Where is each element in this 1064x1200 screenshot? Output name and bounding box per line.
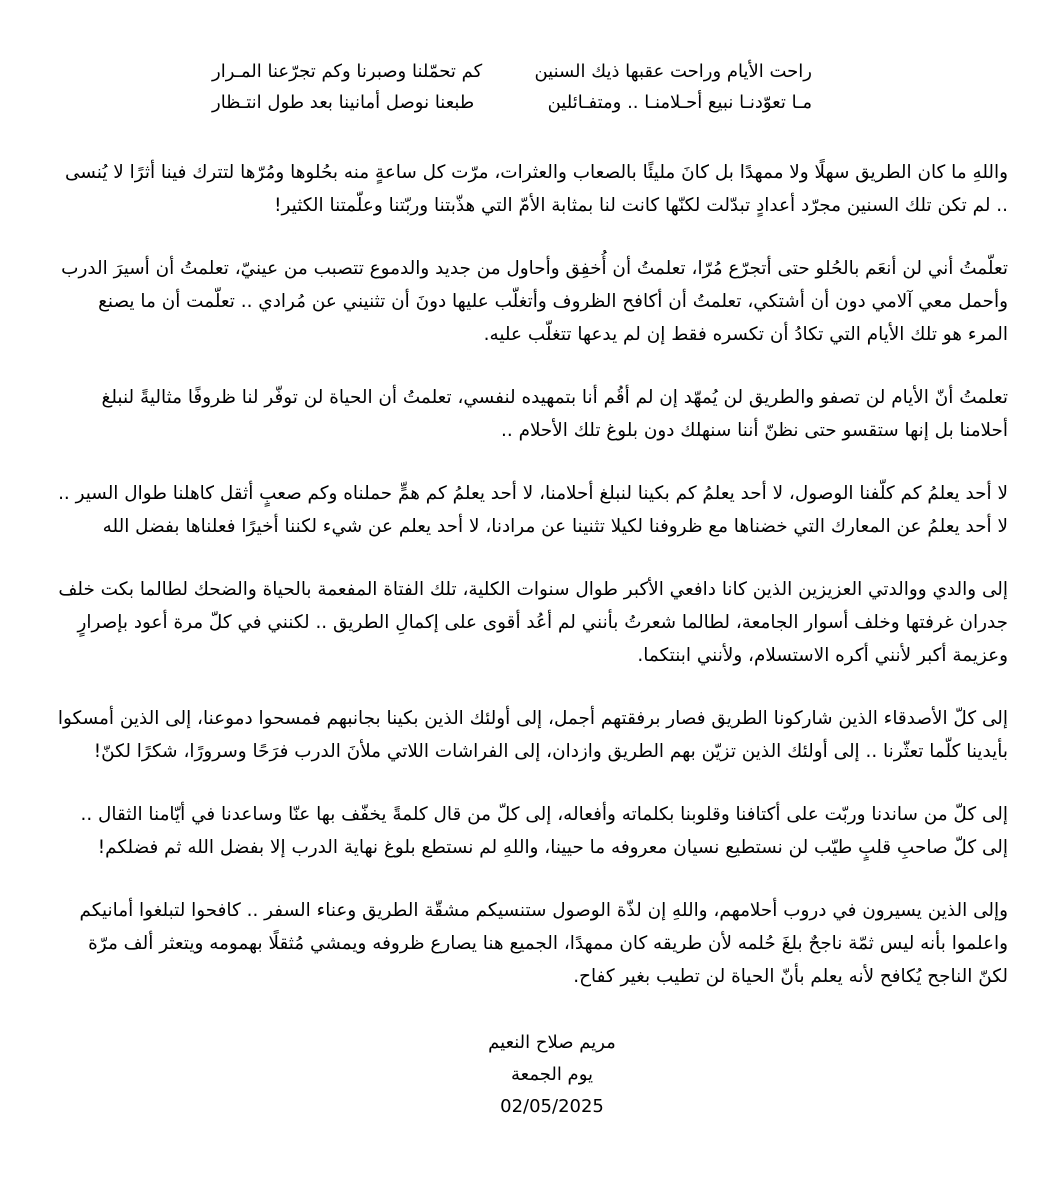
paragraph-friends: إلى كلّ الأصدقاء الذين شاركونا الطريق فصار برفقتهم أجمل، إلى أولئك الذين بكينا بجانبهم فمسحوا دموعنا، إلى الذين أمسكوا بأيدينا كلّما تعثّرنا .. إلى أولئك الذين تزيّن بهم الطريق وازدان، إلى الفراشات اللاتي ملأنَ الدرب فرَحًا وسرورًا، شكرًا لكنّ! (57, 708, 1008, 762)
paragraph-dreamers: وإلى الذين يسيرون في دروب أحلامهم، واللهِ إن لذّة الوصول ستنسيكم مشقّة الطريق وعناء السفر .. كافحوا لتبلغوا أمانيكم واعلموا بأنه ليس ثمّة ناجحٌ بلغَ حُلمه لأن طريقه كان ممهدًا، الجميع هنا يصارع ظروفه ويمشي مُثقلًا بهمومه ويتعثر ألف مرّة لكنّ الناجح يُكافح لأنه يعلم بأنّ الحياة لن تطيب بغير كفاح. (79, 900, 1008, 987)
paragraph-no-one-knows: لا أحد يعلمُ كم كلّفنا الوصول، لا أحد يعلمُ كم بكينا لنبلغ أحلامنا، لا أحد يعلمُ كم همٍّ حملناه وكم صعبٍ أثقل كاهلنا طوال السير .. لا أحد يعلمُ عن المعارك التي خضناها مع ظروفنا لكيلا تثنينا عن مرادنا، لا أحد يعلم عن شيء لكننا أخيرًا فعلناها بفضل الله (58, 483, 1008, 537)
poem-first-hemistich: مـا تعوّدنـا نبيع أحـلامنـا .. ومتفـائلين (547, 92, 812, 113)
paragraph-lessons: تعلّمتُ أني لن أنعَم بالحُلو حتى أتجرّع مُرّا، تعلمتُ أن أُخفِق وأحاول من جديد والدموع تتصبب من عينيّ، تعلمتُ أن أسيرَ الدرب وأحمل معي آلامي دون أن أشتكي، تعلمتُ أن أكافح الظروف وأتغلّب عليها دونَ أن تثنيني عن مُرادي .. تعلّمت أن ما يصنع المرء هو تلك الأيام التي تكادُ أن تكسره فقط إن لم يدعها تتغلّب عليه. (61, 258, 1008, 345)
author-name: مريم صلاح النعيم (488, 1032, 616, 1053)
poem-second-hemistich: كم تحمّلنا وصبرنا وكم تجرّعنا المـرار (212, 61, 483, 82)
poem-line (212, 87, 812, 118)
poem-block (212, 56, 852, 118)
poem-first-hemistich: راحت الأيام وراحت عقبها ذيك السنين (534, 61, 812, 82)
paragraph-parents: إلى والدي ووالدتي العزيزين الذين كانا دافعي الأكبر طوال سنوات الكلية، تلك الفتاة المفعمة بالحياة والضحك لطالما بكت خلف جدران غرفتها وخلف أسوار الجامعة، لطالما شعرتُ بأنني لم أعُد أقوى على إكمالِ الطريق .. لكنني في كلّ مرة أعود بإصرارٍ وعزيمة أكبر لأنني أكره الاستسلام، ولأنني ابنتكما. (58, 579, 1008, 666)
paragraph-days: تعلمتُ أنّ الأيام لن تصفو والطريق لن يُمهّد إن لم أقُم أنا بتمهيده لنفسي، تعلمتُ أن الحياة لن توفّر لنا ظروفًا مثاليةً لنبلغ أحلامنا بل إنها ستقسو حتى نظنّ أننا سنهلك دون بلوغ تلك الأحلام .. (101, 387, 1008, 441)
paragraph-supporters: إلى كلّ من ساندنا وربّت على أكتافنا وقلوبنا بكلماته وأفعاله، إلى كلّ من قال كلمةً يخفّف بها عنّا وساعدنا في أيّامنا الثقال .. إلى كلّ صاحبِ قلبٍ طيّب لن نستطيع نسيان معروفه ما حيينا، واللهِ لم نستطع بلوغ نهاية الدرب إلا بفضل الله ثم فضلكم! (80, 804, 1008, 858)
poem-line (212, 56, 812, 87)
poem-second-hemistich: طبعنا نوصل أمانينا بعد طول انتـظار (212, 92, 475, 113)
paragraph-road: واللهِ ما كان الطريق سهلًا ولا ممهدًا بل كانَ مليئًا بالصعاب والعثرات، مرّت كل ساعةٍ منه بحُلوها ومُرّها لتترك فينا أثرًا لا يُنسى .. لم تكن تلك السنين مجرّد أعدادٍ تبدّلت لكنّها كانت لنا بمثابة الأمّ التي هذّبتنا وربّتنا وعلّمتنا الكثير! (65, 162, 1008, 216)
letter-body (56, 156, 1008, 993)
signature-day: يوم الجمعة (510, 1064, 594, 1085)
signature-block (56, 1027, 1008, 1123)
signature-date: 02/05/2025 (500, 1096, 604, 1117)
